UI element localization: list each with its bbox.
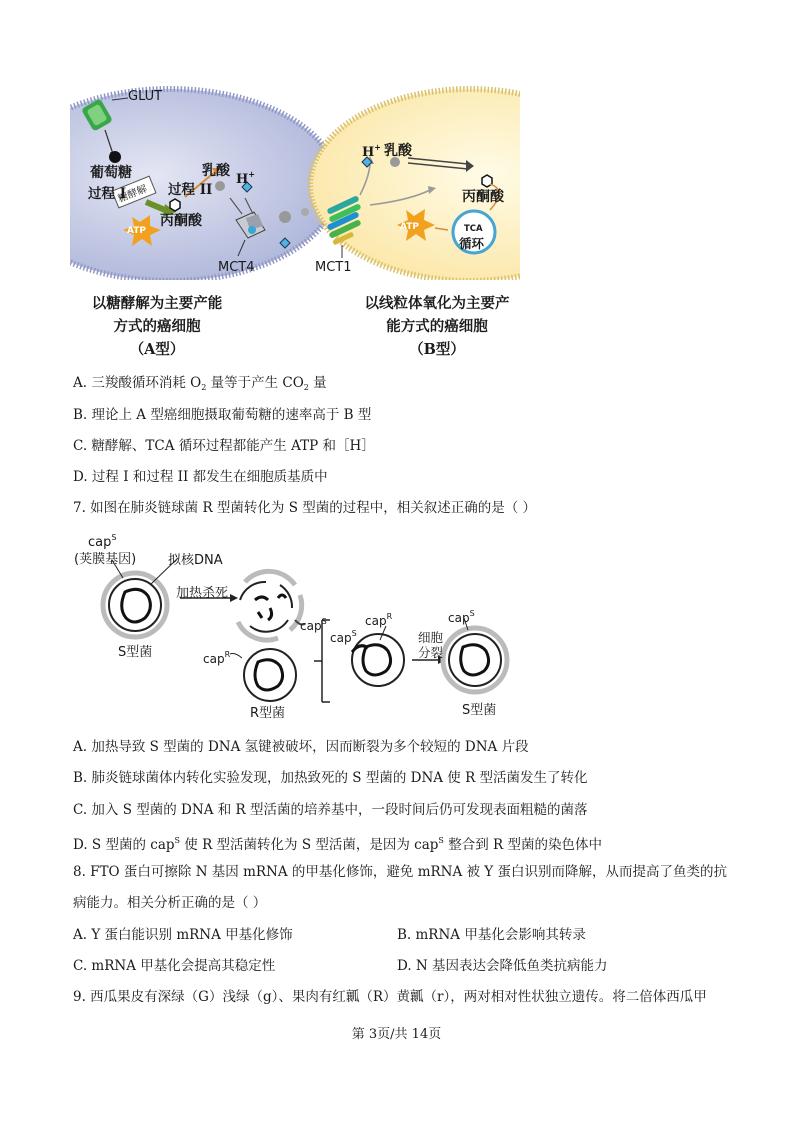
atp-a-label: ATP [127,226,147,236]
process2-label: 过程 II [168,182,213,198]
q7-option-a: A. 加热导致 S 型菌的 DNA 氢键被破坏，因而断裂为多个较短的 DNA 片段 [73,739,529,755]
cap-s-label-1: cap$^S$ [88,533,117,550]
caption-type-a [73,292,241,361]
q8-option-a: A. Y 蛋白能识别 mRNA 甲基化修饰 [73,927,293,943]
nucleoid-dna-label: 拟核DNA [168,553,223,568]
tca-label: TCA [464,224,483,234]
cap-s-label-2: cap$^S$ [300,617,327,633]
cell-division-label-1: 细胞 [418,630,444,645]
caption-a-line3: （A型） [129,341,185,358]
q8-stem-line2: 病能力。相关分析正确的是（ ） [73,895,267,911]
q9-stem: 9. 西瓜果皮有深绿（G）浅绿（g）、果肉有红瓤（R）黄瓤（r），两对相对性状独立遗传。将二倍体西瓜甲 [73,989,707,1005]
s-bacteria-label-1: S型菌 [118,645,153,660]
page-number: 第 3页/共 14页 [351,1027,442,1042]
q7-option-b: B. 肺炎链球菌体内转化实验发现，加热致死的 S 型菌的 DNA 使 R 型活菌发生了转化 [73,770,588,786]
q6-option-a: A. 三羧酸循环消耗 $O_2$ 量等于产生 $CO_2$ 量 [73,375,327,392]
q8-option-c: C. mRNA 甲基化会提高其稳定性 [73,958,276,974]
cap-s-label-3: cap$^S$ [330,629,357,645]
pyruvate-a-label: 丙酮酸 [160,213,202,229]
cap-r-label-2: cap$^R$ [365,612,393,628]
atp-b-label: ATP [400,222,420,232]
q6-option-c: C. 糖酵解、TCA 循环过程都能产生 ATP 和［H］ [73,438,375,454]
mct1-label: MCT1 [315,260,352,275]
q6-option-b: B. 理论上 A 型癌细胞摄取葡萄糖的速率高于 B 型 [73,407,372,423]
process1-label: 过程 I [88,186,127,202]
q8-option-b: B. mRNA 甲基化会影响其转录 [397,927,586,943]
h-ion-a-label: H+ [236,169,255,187]
caption-type-b [342,292,532,361]
cap-r-label-1: cap$^R$ [203,650,231,666]
lactate-a-label: 乳酸 [202,163,230,179]
cell-division-label-2: 分裂 [418,645,444,660]
q7-option-c: C. 加入 S 型菌的 DNA 和 R 型活菌的培养基中，一段时间后仍可发现表面粗糙的菌落 [73,802,588,818]
cap-s-label-4: cap$^S$ [448,609,475,625]
caption-a-line2: 方式的癌细胞 [113,318,201,335]
pyruvate-b-label: 丙酮酸 [462,189,504,205]
caption-b-line3: （B型） [409,341,465,358]
glut-label: GLUT [128,89,163,104]
r-bacteria-label: R型菌 [250,706,286,721]
q7-option-d: D. S 型菌的 cap$^S$ 使 R 型活菌转化为 S 型活菌，是因为 cap$^S$ 整合到 R 型菌的染色体中 [73,836,602,853]
heat-kill-label: 加热杀死 [176,586,229,601]
q6-option-d: D. 过程 I 和过程 II 都发生在细胞质基质中 [73,469,328,485]
q8-option-d: D. N 基因表达会降低鱼类抗病能力 [397,958,608,974]
caption-b-line2: 能方式的癌细胞 [386,318,488,335]
glucose-label: 葡萄糖 [90,165,132,181]
h-ion-b-label: H+ [362,142,381,160]
q7-stem: 7. 如图在肺炎链球菌 R 型菌转化为 S 型菌的过程中，相关叙述正确的是（ ） [73,500,537,516]
q8-stem-line1: 8. FTO 蛋白可擦除 N 基因 mRNA 的甲基化修饰，避免 mRNA 被 Y 蛋白识别而降解，从而提高了鱼类的抗 [73,864,728,880]
lactate-b-label: 乳酸 [384,143,412,159]
caption-b-line1: 以线粒体氧化为主要产 [364,295,510,312]
mct4-label: MCT4 [218,260,255,275]
caption-a-line1: 以糖酵解为主要产能 [91,295,223,312]
cancer-cell-figure [70,80,520,280]
capsule-gene-label: (荚膜基因) [74,552,137,567]
cycle-label: 循环 [459,236,485,251]
s-bacteria-label-2: S型菌 [462,703,497,718]
glycolysis-enzyme-label: 糖酵解 [116,183,149,206]
